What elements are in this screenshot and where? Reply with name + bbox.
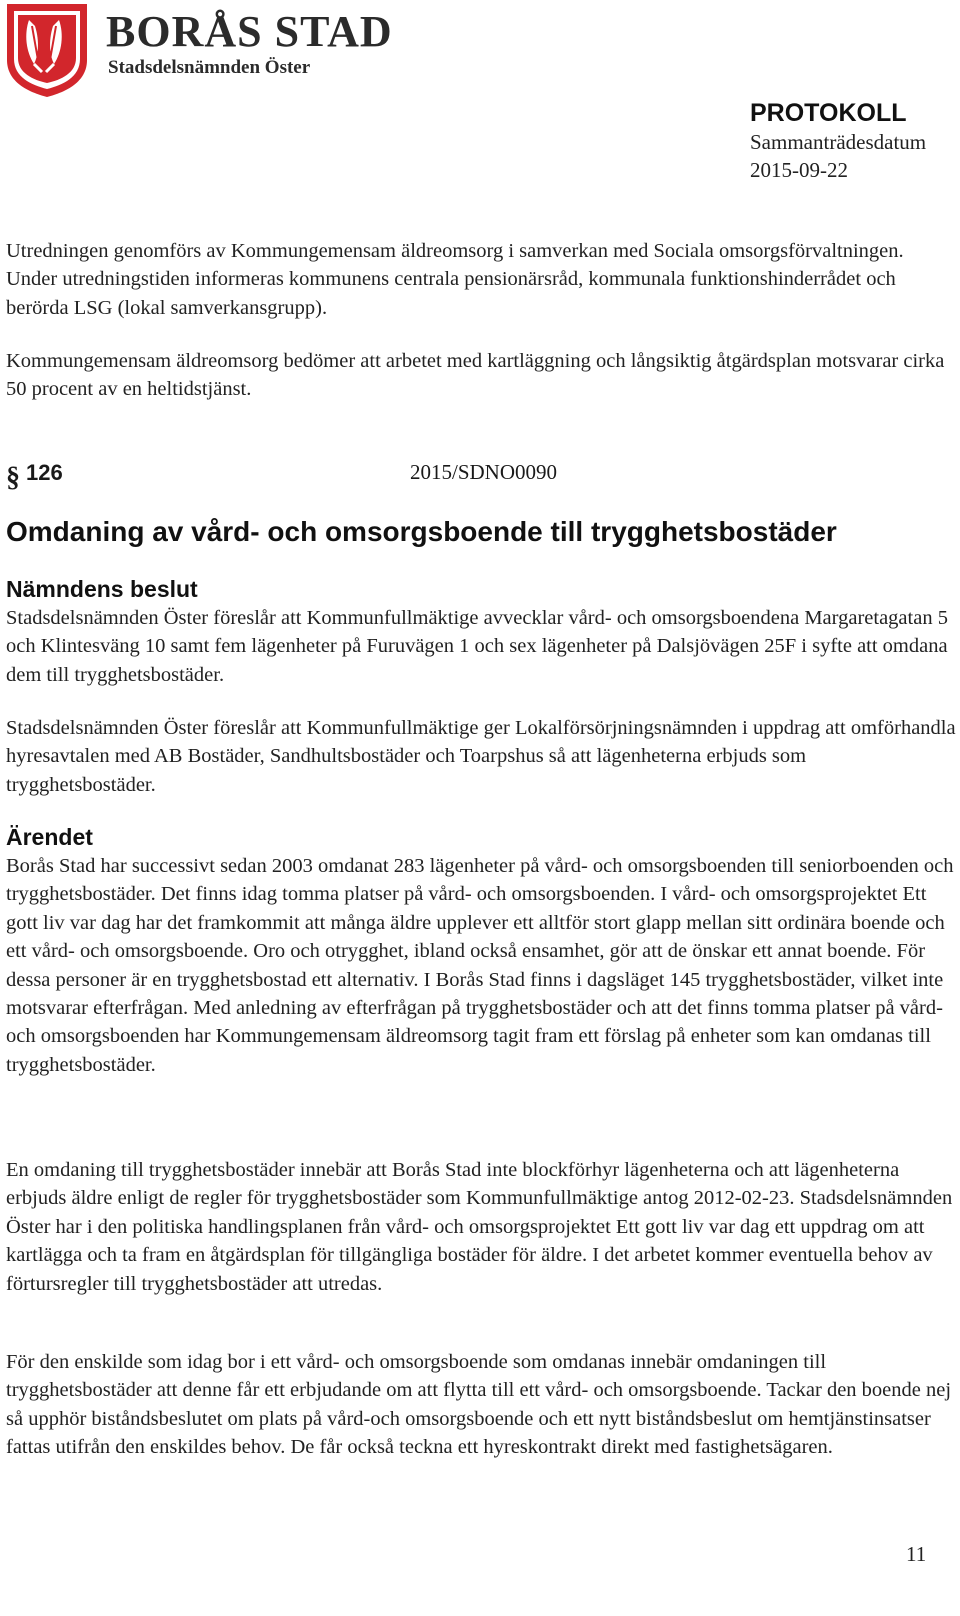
intro-paragraph-1: Utredningen genomförs av Kommungemensam äldreomsorg i samverkan med Sociala omsorgsförvaltningen. Under utredningstiden informeras kommunens centrala pensionärsråd, kommunala funktionshinderrådet och berörda LSG (lokal samverkansgrupp). — [6, 240, 904, 319]
matter-paragraph-2: En omdaning till trygghetsbostäder innebär att Borås Stad inte blockförhyr lägenheterna och att lägenheterna erbjuds äldre enligt de regler för trygghetsbostäder som Kommunfullmäktige antog 2012-02-23. Stadsdelsnämnden Öster har i den politiska handlingsplanen från vård- och omsorgsprojektet Ett gott liv var dag ett uppdrag om att kartlägga och ta fram en åtgärdsplan för tillgängliga bostäder för äldre. I det arbetet kommer eventuella behov av förtursregler till trygghetsbostäder att utredas. — [6, 1159, 953, 1295]
matter-paragraph-3: För den enskilde som idag bor i ett vård- och omsorgsboende som omdanas innebär omdaningen till trygghetsbostäder att denne får ett erbjudande om att flytta till ett vård- och omsorgsboende. Tackar den boende nej så upphör biståndsbeslutet om plats på vård-och omsorgsboende och ett nytt biståndsbeslut om hemtjänstinsatser fattas utifrån den enskildes behov. De får också teckna ett hyreskontrakt direkt med fastighetsägaren. — [6, 1351, 952, 1459]
decision-paragraph-1: Stadsdelsnämnden Öster föreslår att Kommunfullmäktige avvecklar vård- och omsorgsboendena Margaretagatan 5 och Klintesväng 10 samt fem lägenheter på Furuvägen 1 och sex lägenheter på Dalsjövägen 25F i syfte att omdana dem till trygghetsbostäder. — [6, 607, 948, 686]
decision-heading: Nämndens beslut — [6, 576, 198, 602]
decision-paragraph-2: Stadsdelsnämnden Öster föreslår att Kommunfullmäktige ger Lokalförsörjningsnämnden i uppdrag att omförhandla hyresavtalen med AB Bostäder, Sandhultsbostäder och Toarpshus så att lägenheterna erbjuds som trygghetsbostäder. — [6, 717, 956, 796]
page-number: 11 — [906, 1542, 927, 1566]
section-sign: § — [6, 462, 20, 493]
intro-paragraph-2: Kommungemensam äldreomsorg bedömer att arbetet med kartläggning och långsiktig åtgärdsplan motsvarar cirka 50 procent av en heltidstjänst. — [6, 350, 945, 401]
date-label: Sammanträdesdatum — [750, 130, 927, 154]
section-number: 126 — [26, 460, 63, 485]
section-title: Omdaning av vård- och omsorgsboende till trygghetsbostäder — [6, 516, 837, 547]
matter-heading: Ärendet — [6, 824, 93, 850]
logo-subtitle: Stadsdelsnämnden Öster — [108, 57, 311, 78]
coat-of-arms-icon — [4, 2, 90, 98]
meeting-date: 2015-09-22 — [750, 158, 848, 182]
boras-stad-logo — [4, 2, 394, 98]
section-heading-row — [6, 460, 706, 496]
matter-paragraph-1: Borås Stad har successivt sedan 2003 omdanat 283 lägenheter på vård- och omsorgsboenden till seniorboenden och trygghetsbostäder. Det finns idag tomma platser på vård- och omsorgsboenden. I vård- och omsorgsprojektet Ett gott liv var dag har det framkommit att många äldre upplever ett alltför stort glapp mellan sitt ordinära boende och ett vård- och omsorgsboende. Oro och otrygghet, ibland också ensamhet, gör att de önskar ett annat boende. För dessa personer är en trygghetsbostad ett alternativ. I Borås Stad finns i dagsläget 145 trygghetsbostäder, vilket inte motsvarar efterfrågan. Med anledning av efterfrågan på trygghetsbostäder och att det finns tomma platser på vård- och omsorgsboenden har Kommungemensam äldreomsorg tagit fram ett förslag på enheter som kan omdanas till trygghetsbostäder. — [6, 855, 954, 1076]
protocol-header — [750, 98, 960, 184]
doc-type: PROTOKOLL — [750, 99, 907, 127]
case-reference: 2015/SDNO0090 — [410, 460, 558, 484]
logo-title: BORÅS STAD — [106, 7, 393, 56]
